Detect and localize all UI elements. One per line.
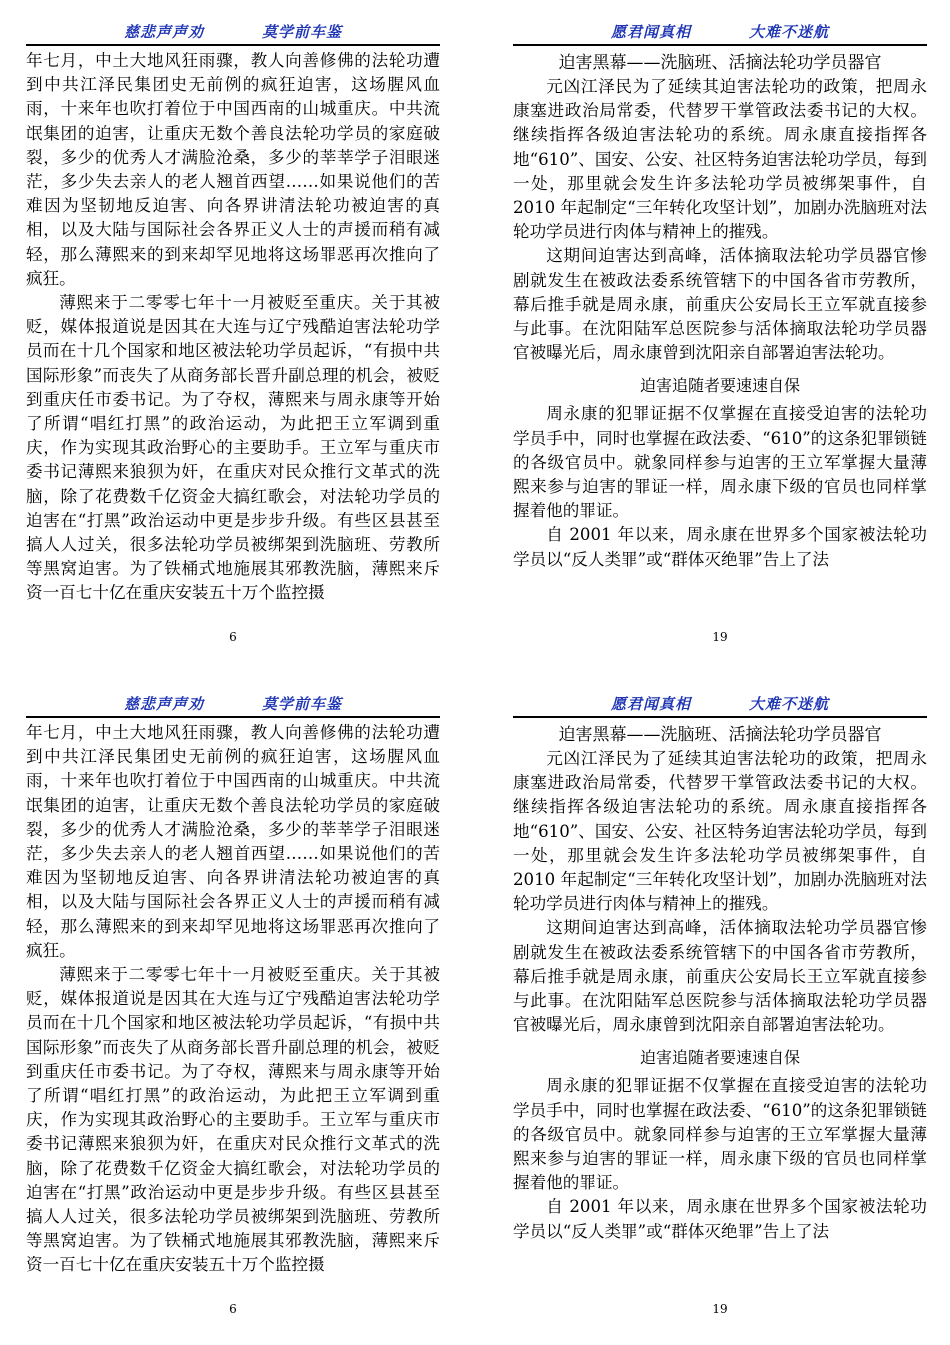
- section-title: 迫害黑幕——洗脑班、活摘法轮功学员器官: [558, 725, 882, 745]
- paragraph: 这期间迫害达到高峰，活体摘取法轮功学员器官惨剧就发生在被政法委系统管辖下的中国各省市劳教所，幕后推手就是周永康，前重庆公安局长王立军就直接参与此事。在沈阳陆军总医院参与活体摘取法轮功学员器官被曝光后，周永康曾到沈阳亲自部署迫害法轮功。: [513, 246, 927, 363]
- paragraph: 薄熙来于二零零七年十一月被贬至重庆。关于其被贬，媒体报道说是因其在大连与辽宁残酷迫害法轮功学员而在十几个国家和地区被法轮功学员起诉，“有损中共国际形象”而丧失了从商务部长晋升副总理的机会，被贬到重庆任市委书记。为了夺权，薄熙来与周永康等开始了所谓“唱红打黑”的政治运动，为此把王立军调到重庆，作为实现其政治野心的主要助手。王立军与重庆市委书记薄熙来狼狈为奸，在重庆对民众推行文革式的洗脑，除了花费数千亿资金大搞红歌会，对法轮功学员的迫害在“打黑”政治运动中更是步步升级。有些区县甚至搞人人过关，很多法轮功学员被绑架到洗脑班、劳教所等黑窝迫害。为了铁桶式地施展其邪教洗脑，薄熙来斥资一百七十亿在重庆安装五十万个监控摄: [26, 965, 440, 1275]
- running-header: [26, 18, 440, 46]
- header-right-text: 莫学前车鉴: [262, 22, 343, 41]
- running-header: [513, 18, 927, 46]
- page-number: 6: [229, 1302, 237, 1316]
- header-left-text: 愿君闻真相: [610, 694, 691, 713]
- paragraph: 自 2001 年以来，周永康在世界多个国家被法轮功学员以“反人类罪”或“群体灭绝罪”告上了法: [513, 525, 927, 569]
- header-left-text: 慈悲声声劝: [123, 22, 204, 41]
- paragraph: 这期间迫害达到高峰，活体摘取法轮功学员器官惨剧就发生在被政法委系统管辖下的中国各省市劳教所，幕后推手就是周永康，前重庆公安局长王立军就直接参与此事。在沈阳陆军总医院参与活体摘取法轮功学员器官被曝光后，周永康曾到沈阳亲自部署迫害法轮功。: [513, 918, 927, 1035]
- paragraph: 元凶江泽民为了延续其迫害法轮功的政策，把周永康塞进政治局常委，代替罗干掌管政法委书记的大权。继续指挥各级迫害法轮功的系统。周永康直接指挥各地“610”、国安、公安、社区特务迫害法轮功学员，每到一处，那里就会发生许多法轮功学员被绑架事件，自 2010 年起制定“三年转化攻坚计划”，加剧办洗脑班对法轮功学员进行肉体与精神上的摧残。: [513, 77, 927, 242]
- running-header: [26, 690, 440, 718]
- header-left-text: 愿君闻真相: [610, 22, 691, 41]
- page-body: [26, 721, 440, 1278]
- paragraph: 年七月，中土大地风狂雨骤，教人向善修佛的法轮功遭到中共江泽民集团史无前例的疯狂迫害，这场腥风血雨，十来年也吹打着位于中国西南的山城重庆。中共流氓集团的迫害，让重庆无数个善良法轮功学员的家庭破裂，多少的优秀人才满脸沧桑，多少的莘莘学子泪眼迷茫，多少失去亲人的老人翘首西望……如果说他们的苦难因为坚韧地反迫害、向各界讲清法轮功被迫害的真相，以及大陆与国际社会各界正义人士的声援而稍有减轻，那么薄熙来的到来却罕见地将这场罪恶再次推向了疯狂。: [26, 51, 440, 288]
- running-header: [513, 690, 927, 718]
- section-subtitle: 迫害追随者要速速自保: [639, 1048, 800, 1068]
- page-body: [513, 402, 927, 571]
- header-right-text: 莫学前车鉴: [262, 694, 343, 713]
- paragraph: 自 2001 年以来，周永康在世界多个国家被法轮功学员以“反人类罪”或“群体灭绝罪”告上了法: [513, 1197, 927, 1241]
- page-body: [26, 49, 440, 606]
- header-right-text: 大难不迷航: [749, 694, 830, 713]
- page-number: 6: [229, 630, 237, 644]
- paragraph: 元凶江泽民为了延续其迫害法轮功的政策，把周永康塞进政治局常委，代替罗干掌管政法委书记的大权。继续指挥各级迫害法轮功的系统。周永康直接指挥各地“610”、国安、公安、社区特务迫害法轮功学员，每到一处，那里就会发生许多法轮功学员被绑架事件，自 2010 年起制定“三年转化攻坚计划”，加剧办洗脑班对法轮功学员进行肉体与精神上的摧残。: [513, 749, 927, 914]
- header-left-text: 慈悲声声劝: [123, 694, 204, 713]
- page-number: 19: [712, 630, 728, 644]
- page-body: [513, 1074, 927, 1243]
- section-title: 迫害黑幕——洗脑班、活摘法轮功学员器官: [558, 53, 882, 73]
- paragraph: 薄熙来于二零零七年十一月被贬至重庆。关于其被贬，媒体报道说是因其在大连与辽宁残酷迫害法轮功学员而在十几个国家和地区被法轮功学员起诉，“有损中共国际形象”而丧失了从商务部长晋升副总理的机会，被贬到重庆任市委书记。为了夺权，薄熙来与周永康等开始了所谓“唱红打黑”的政治运动，为此把王立军调到重庆，作为实现其政治野心的主要助手。王立军与重庆市委书记薄熙来狼狈为奸，在重庆对民众推行文革式的洗脑，除了花费数千亿资金大搞红歌会，对法轮功学员的迫害在“打黑”政治运动中更是步步升级。有些区县甚至搞人人过关，很多法轮功学员被绑架到洗脑班、劳教所等黑窝迫害。为了铁桶式地施展其邪教洗脑，薄熙来斥资一百七十亿在重庆安装五十万个监控摄: [26, 293, 440, 603]
- paragraph: 年七月，中土大地风狂雨骤，教人向善修佛的法轮功遭到中共江泽民集团史无前例的疯狂迫害，这场腥风血雨，十来年也吹打着位于中国西南的山城重庆。中共流氓集团的迫害，让重庆无数个善良法轮功学员的家庭破裂，多少的优秀人才满脸沧桑，多少的莘莘学子泪眼迷茫，多少失去亲人的老人翘首西望……如果说他们的苦难因为坚韧地反迫害、向各界讲清法轮功被迫害的真相，以及大陆与国际社会各界正义人士的声援而稍有减轻，那么薄熙来的到来却罕见地将这场罪恶再次推向了疯狂。: [26, 723, 440, 960]
- header-right-text: 大难不迷航: [749, 22, 830, 41]
- right-page-bottom: [513, 690, 927, 1316]
- section-subtitle: 迫害追随者要速速自保: [639, 376, 800, 396]
- page-number: 19: [712, 1302, 728, 1316]
- paragraph: 周永康的犯罪证据不仅掌握在直接受迫害的法轮功学员手中，同时也掌握在政法委、“610”的这条犯罪锁链的各级官员中。就象同样参与迫害的王立军掌握大量薄熙来参与迫害的罪证一样，周永康下级的官员也同样掌握着他的罪证。: [513, 404, 927, 521]
- left-page-bottom: [26, 690, 440, 1316]
- paragraph: 周永康的犯罪证据不仅掌握在直接受迫害的法轮功学员手中，同时也掌握在政法委、“610”的这条犯罪锁链的各级官员中。就象同样参与迫害的王立军掌握大量薄熙来参与迫害的罪证一样，周永康下级的官员也同样掌握着他的罪证。: [513, 1076, 927, 1193]
- right-page-top: [513, 18, 927, 644]
- page-body: [513, 747, 927, 1037]
- left-page-top: [26, 18, 440, 644]
- page-body: [513, 75, 927, 365]
